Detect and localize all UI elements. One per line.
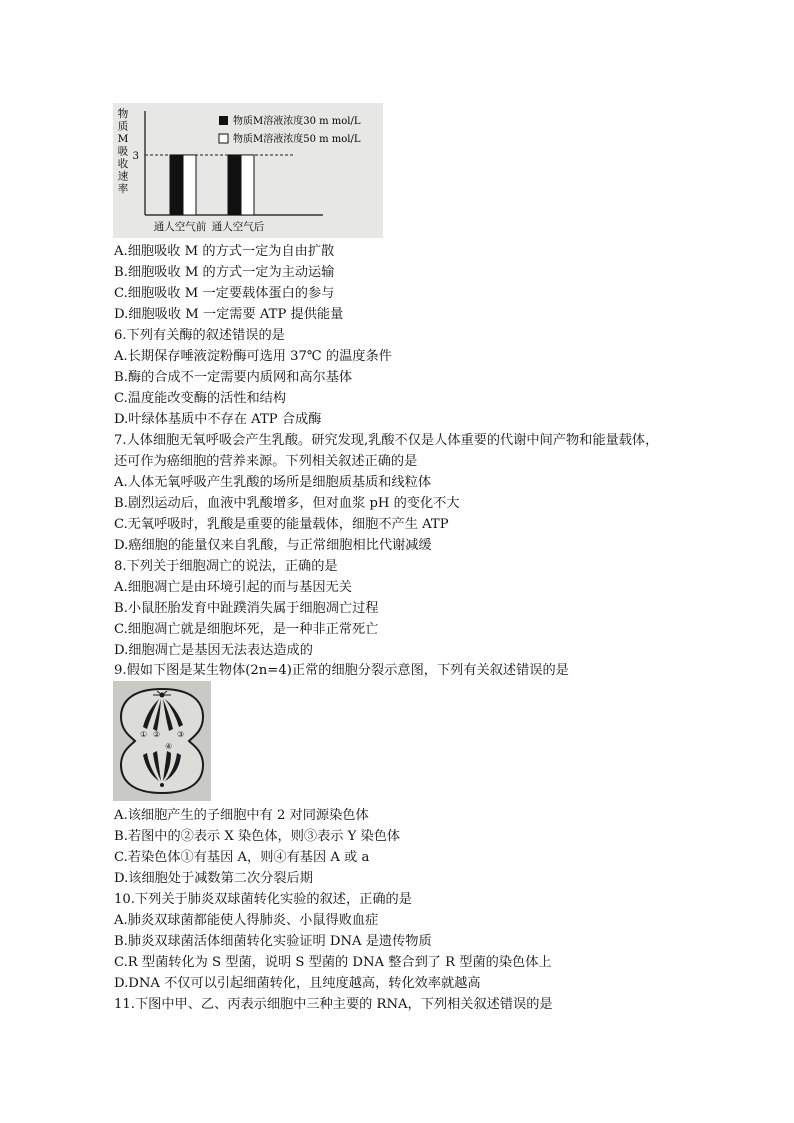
ylabel-char: 质 xyxy=(117,120,129,133)
q7-stem-line2: 还可作为癌细胞的营养来源。下列相关叙述正确的是 xyxy=(114,454,418,469)
legend-label-2: 物质M溶液浓度50 m mol/L xyxy=(233,134,361,145)
q5-option-b: B.细胞吸收 M 的方式一定为主动运输 xyxy=(114,265,335,280)
q9-option-d: D.该细胞处于减数第二次分裂后期 xyxy=(114,871,313,886)
q7-option-b: B.剧烈运动后，血液中乳酸增多，但对血浆 pH 的变化不大 xyxy=(114,496,460,511)
chromosome-label-2: ② xyxy=(153,730,161,739)
chart-ylabel xyxy=(118,107,129,195)
ylabel-char: 速 xyxy=(117,170,129,183)
ylabel-char: 吸 xyxy=(117,145,129,158)
q10-option-b: B.肺炎双球菌活体细菌转化实验证明 DNA 是遗传物质 xyxy=(114,934,432,949)
cell-division-figure xyxy=(113,681,211,801)
q10-option-d: D.DNA 不仅可以引起细菌转化，且纯度越高，转化效率就越高 xyxy=(114,976,481,991)
q7-stem-line1: 7.人体细胞无氧呼吸会产生乳酸。研究发现,乳酸不仅是人体重要的代谢中间产物和能量载体， xyxy=(114,433,659,448)
q10-option-c: C.R 型菌转化为 S 型菌，说明 S 型菌的 DNA 整合到了 R 型菌的染色体上 xyxy=(114,955,552,970)
q8-option-c: C.细胞凋亡就是细胞坏死，是一种非正常死亡 xyxy=(114,622,379,637)
category-label-2: 通人空气后 xyxy=(211,221,265,233)
chart-legend xyxy=(219,114,361,145)
q5-option-c: C.细胞吸收 M 一定要载体蛋白的参与 xyxy=(114,286,335,301)
ylabel-char: 物 xyxy=(117,108,129,120)
q8-option-d: D.细胞凋亡是基因无法表达造成的 xyxy=(114,643,313,658)
q7-option-d: D.癌细胞的能量仅来自乳酸，与正常细胞相比代谢减缓 xyxy=(114,538,432,553)
absorption-rate-chart xyxy=(113,103,383,238)
chromosome-label-3: ③ xyxy=(177,730,185,739)
q11-stem: 11.下图中甲、乙、丙表示细胞中三种主要的 RNA，下列相关叙述错误的是 xyxy=(114,997,553,1012)
bar-2-series-1 xyxy=(228,155,241,215)
legend-swatch-1 xyxy=(219,116,228,125)
q10-option-a: A.肺炎双球菌都能使人得肺炎、小鼠得败血症 xyxy=(114,913,379,928)
q9-stem: 9.假如下图是某生物体(2n=4)正常的细胞分裂示意图，下列有关叙述错误的是 xyxy=(114,663,569,678)
category-label-1: 通人空气前 xyxy=(153,221,207,233)
q7-option-a: A.人体无氧呼吸产生乳酸的场所是细胞质基质和线粒体 xyxy=(114,475,432,490)
q8-option-b: B.小鼠胚胎发育中趾蹼消失属于细胞凋亡过程 xyxy=(114,601,379,616)
legend-swatch-2 xyxy=(219,134,228,143)
q8-option-a: A.细胞凋亡是由环境引起的而与基因无关 xyxy=(114,580,352,595)
q9-option-a: A.该细胞产生的子细胞中有 2 对同源染色体 xyxy=(114,808,369,823)
q8-stem: 8.下列关于细胞凋亡的说法，正确的是 xyxy=(114,559,338,574)
q9-option-c: C.若染色体①有基因 A，则④有基因 A 或 a xyxy=(114,850,370,865)
chromosome-label-1: ① xyxy=(140,730,148,739)
q10-stem: 10.下列关于肺炎双球菌转化实验的叙述，正确的是 xyxy=(114,892,412,907)
q5-option-d: D.细胞吸收 M 一定需要 ATP 提供能量 xyxy=(114,307,344,322)
q6-option-b: B.酶的合成不一定需要内质网和高尔基体 xyxy=(114,370,353,385)
ylabel-char: 收 xyxy=(117,158,129,170)
q5-option-a: A.细胞吸收 M 的方式一定为自由扩散 xyxy=(114,244,335,259)
cell-outline xyxy=(121,689,203,793)
bar-1-series-1 xyxy=(170,155,183,215)
y-tick-label: 3 xyxy=(132,151,139,162)
q6-option-c: C.温度能改变酶的活性和结构 xyxy=(114,391,287,406)
q9-option-b: B.若图中的②表示 X 染色体，则③表示 Y 染色体 xyxy=(114,829,401,844)
legend-label-1: 物质M溶液浓度30 m mol/L xyxy=(233,116,361,127)
chromosome-label-4: ④ xyxy=(165,742,173,751)
q7-option-c: C.无氧呼吸时，乳酸是重要的能量载体，细胞不产生 ATP xyxy=(114,517,449,532)
q6-option-a: A.长期保存唾液淀粉酶可选用 37℃ 的温度条件 xyxy=(114,349,392,364)
bar-2-series-2 xyxy=(241,155,254,215)
ylabel-char: 率 xyxy=(117,183,129,195)
ylabel-char: M xyxy=(117,133,129,145)
spindle-pole-bottom xyxy=(160,783,164,787)
q6-option-d: D.叶绿体基质中不存在 ATP 合成酶 xyxy=(114,412,322,427)
q6-stem: 6.下列有关酶的叙述错误的是 xyxy=(114,328,285,343)
bar-1-series-2 xyxy=(183,155,196,215)
